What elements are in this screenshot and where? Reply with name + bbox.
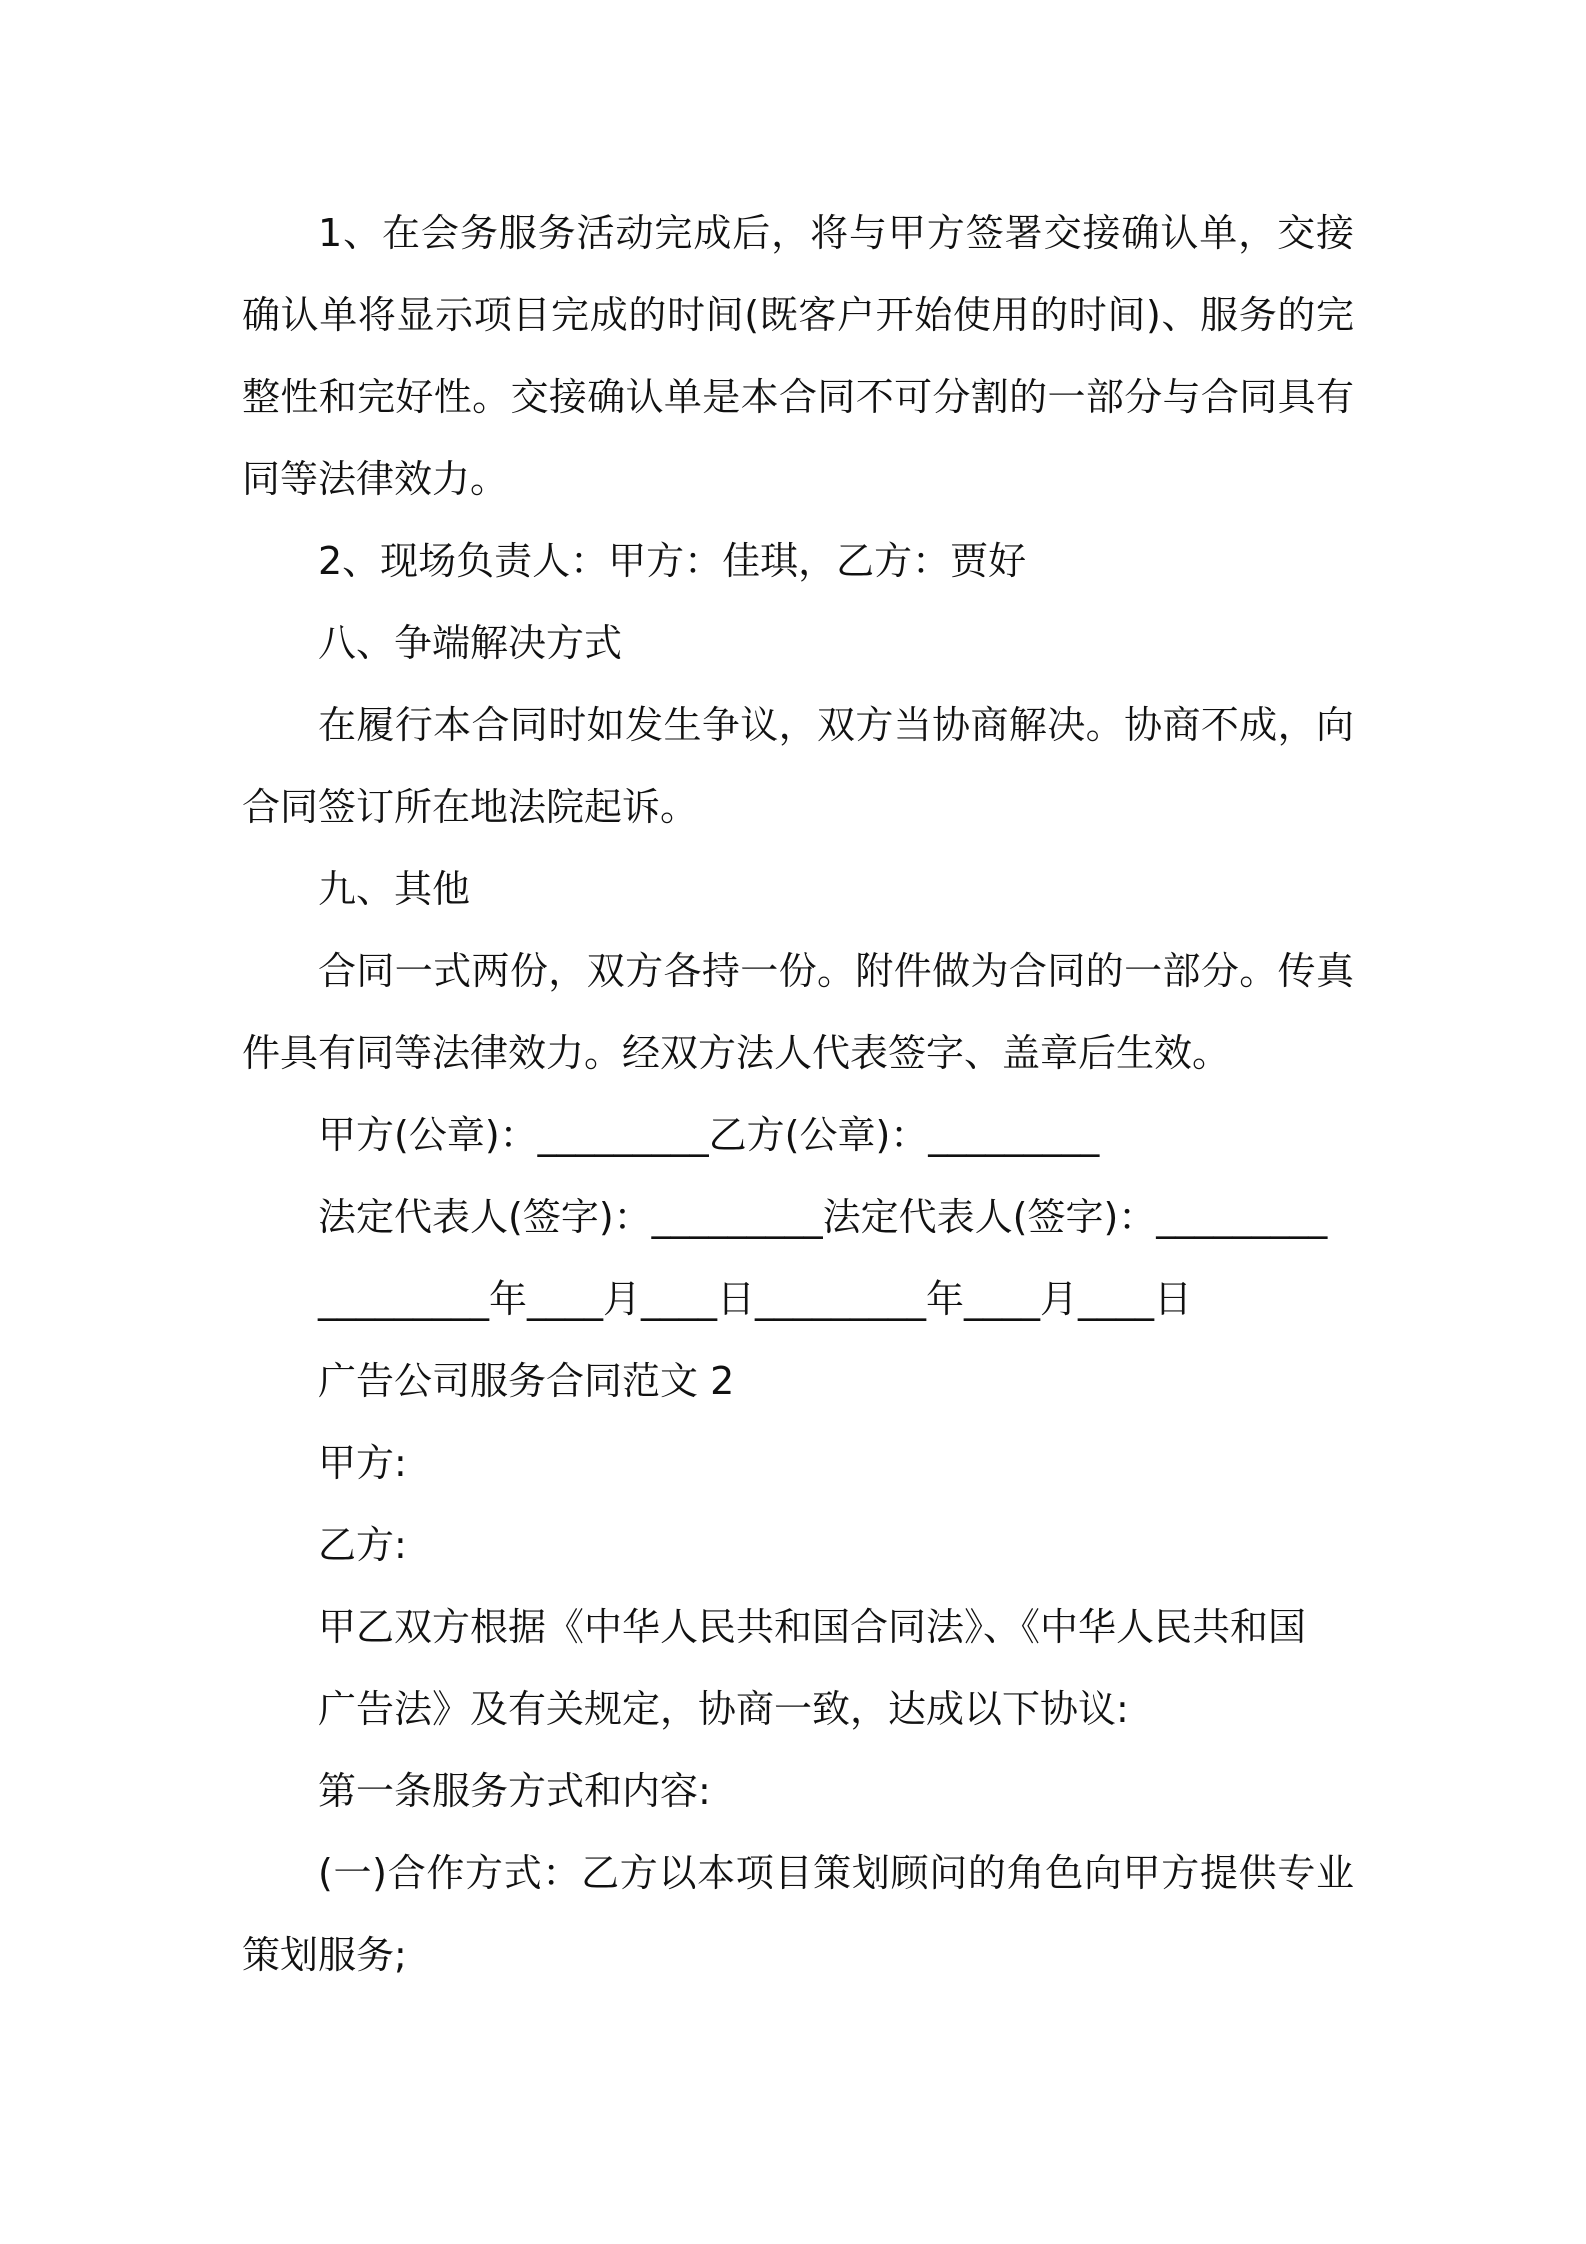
signature-seal-line: 甲方(公章)：_________乙方(公章)：_________ [318,1113,1100,1157]
paragraph-cooperation-method: (一)合作方式：乙方以本项目策划顾问的角色向甲方提供专业策划服务; [242,1851,1354,1977]
document-title-2: 广告公司服务合同范文 2 [318,1359,735,1403]
paragraph-legal-basis-2: 广告法》及有关规定，协商一致，达成以下协议: [318,1687,1129,1731]
signature-date-line: _________年____月____日_________年____月____日 [318,1277,1193,1321]
document-body [242,192,1354,1996]
heading-dispute-resolution: 八、争端解决方式 [318,621,623,665]
paragraph-copies-and-validity: 合同一式两份，双方各持一份。附件做为合同的一部分。传真件具有同等法律效力。经双方法人代表签字、盖章后生效。 [242,949,1354,1075]
article-1-heading: 第一条服务方式和内容: [318,1769,711,1813]
heading-other: 九、其他 [318,867,471,911]
paragraph-onsite-contacts: 2、现场负责人：甲方：佳琪，乙方：贾好 [318,539,1027,583]
party-b-label: 乙方: [318,1523,407,1567]
signature-representative-line: 法定代表人(签字)：_________法定代表人(签字)：_________ [318,1195,1328,1239]
paragraph-dispute-resolution: 在履行本合同时如发生争议，双方当协商解决。协商不成，向合同签订所在地法院起诉。 [242,703,1354,829]
paragraph-handover-confirmation: 1、在会务服务活动完成后，将与甲方签署交接确认单，交接确认单将显示项目完成的时间(既客户开始使用的时间)、服务的完整性和完好性。交接确认单是本合同不可分割的一部分与合同具有同等法律效力。 [242,211,1354,501]
paragraph-legal-basis-1: 甲乙双方根据《中华人民共和国合同法》、《中华人民共和国 [318,1605,1307,1649]
party-a-label: 甲方: [318,1441,407,1485]
